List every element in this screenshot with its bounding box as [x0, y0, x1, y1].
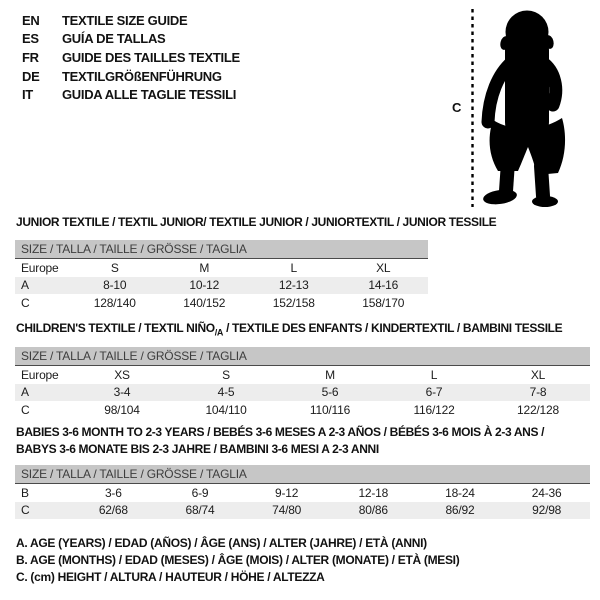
table-cell: 104/110 — [205, 402, 247, 417]
language-row-en — [22, 11, 240, 30]
table-cell: 86/92 — [445, 503, 475, 518]
table-cell: 4-5 — [217, 385, 235, 400]
table-row — [15, 294, 428, 312]
children-title-main: CHILDREN'S TEXTILE / TEXTIL NIÑO — [16, 321, 215, 335]
table-cell: 68/74 — [185, 503, 215, 518]
footnote-c: C. (cm) HEIGHT / ALTURA / HAUTEUR / HÖHE / ALTEZZA — [16, 570, 325, 585]
table-cell: 128/140 — [93, 295, 136, 310]
table-cell: XL — [339, 259, 429, 277]
language-label: GUIDA ALLE TAGLIE TESSILI — [62, 87, 237, 103]
toddler-silhouette-icon — [478, 4, 588, 209]
table-cell: 12-18 — [330, 484, 417, 502]
table-cell: L — [382, 366, 486, 384]
table-cell: M — [160, 259, 250, 277]
table-cell: S — [70, 259, 160, 277]
junior-size-table — [15, 258, 428, 312]
row-label: A — [21, 385, 29, 400]
language-row-de — [22, 67, 240, 86]
table-cell: 3-6 — [70, 484, 157, 502]
table-cell: XL — [486, 366, 590, 384]
size-header-bar: SIZE / TALLA / TAILLE / GRÖSSE / TAGLIA — [15, 240, 428, 258]
children-size-table — [15, 365, 590, 419]
table-cell: 158/170 — [362, 295, 405, 310]
language-header — [22, 11, 240, 104]
size-header-bar: SIZE / TALLA / TAILLE / GRÖSSE / TAGLIA — [15, 347, 590, 365]
language-row-fr — [22, 48, 240, 67]
table-row — [15, 277, 428, 295]
table-cell: 6-7 — [425, 385, 443, 400]
row-label: C — [21, 402, 30, 417]
table-cell: 92/98 — [532, 503, 562, 518]
height-dashed-line — [470, 9, 475, 207]
language-label: TEXTILGRÖßENFÜHRUNG — [62, 68, 222, 84]
table-cell: 12-13 — [278, 278, 309, 293]
babies-title-line1: BABIES 3-6 MONTH TO 2-3 YEARS / BEBÉS 3-6 MESES A 2-3 AÑOS / BÉBÉS 3-6 MOIS À 2-3 ANS / — [16, 425, 545, 439]
language-row-it — [22, 85, 240, 104]
footnote-a: A. AGE (YEARS) / EDAD (AÑOS) / ÂGE (ANS) / ALTER (JAHRE) / ETÀ (ANNI) — [16, 536, 427, 550]
table-cell: 80/86 — [358, 503, 388, 518]
table-cell: 24-36 — [503, 484, 590, 502]
table-cell: 152/158 — [272, 295, 315, 310]
table-cell: 98/104 — [104, 402, 140, 417]
table-row — [15, 259, 428, 277]
language-label: GUÍA DE TALLAS — [62, 31, 166, 47]
table-row — [15, 401, 590, 419]
table-cell: 110/116 — [309, 402, 351, 417]
row-label: A — [21, 278, 29, 293]
junior-table-title: JUNIOR TEXTILE / TEXTIL JUNIOR/ TEXTILE JUNIOR / JUNIORTEXTIL / JUNIOR TESSILE — [16, 215, 497, 229]
babies-size-table — [15, 483, 590, 519]
table-cell: 14-16 — [368, 278, 399, 293]
table-cell: 116/122 — [413, 402, 455, 417]
table-cell: M — [278, 366, 382, 384]
table-cell: S — [174, 366, 278, 384]
row-label: C — [21, 503, 30, 518]
children-table-title — [16, 321, 562, 337]
table-cell: 7-8 — [529, 385, 547, 400]
children-title-sub: /A — [214, 327, 224, 338]
table-cell: 18-24 — [417, 484, 504, 502]
table-cell: 3-4 — [113, 385, 131, 400]
babies-title-line2: BABYS 3-6 MONATE BIS 2-3 JAHRE / BAMBINI 3-6 MESI A 2-3 ANNI — [16, 442, 379, 456]
table-cell: XS — [70, 366, 174, 384]
language-label: TEXTILE SIZE GUIDE — [62, 12, 188, 28]
row-label: B — [15, 484, 70, 502]
footnote-b: B. AGE (MONTHS) / EDAD (MESES) / ÂGE (MOIS) / ALTER (MONATE) / ETÀ (MESI) — [16, 553, 460, 568]
table-row — [15, 384, 590, 402]
language-code: IT — [22, 87, 33, 103]
language-code: DE — [22, 68, 40, 84]
table-row — [15, 366, 590, 384]
table-cell: 62/68 — [98, 503, 128, 518]
table-cell: L — [249, 259, 339, 277]
footnotes — [16, 535, 459, 587]
table-cell: 8-10 — [103, 278, 127, 293]
table-cell: 6-9 — [157, 484, 244, 502]
table-cell: 5-6 — [321, 385, 339, 400]
language-label: GUIDE DES TAILLES TEXTILE — [62, 49, 240, 65]
children-title-rest: / TEXTILE DES ENFANTS / KINDERTEXTIL / BAMBINI TESSILE — [223, 321, 563, 335]
babies-table-title — [16, 424, 544, 458]
table-row — [15, 502, 590, 520]
language-code: ES — [22, 31, 39, 47]
row-label: Europe — [15, 259, 70, 277]
table-cell: 9-12 — [243, 484, 330, 502]
table-cell: 10-12 — [189, 278, 220, 293]
language-row-es — [22, 30, 240, 49]
table-cell: 74/80 — [272, 503, 302, 518]
table-row — [15, 484, 590, 502]
language-code: EN — [22, 12, 40, 28]
table-cell: 140/152 — [183, 295, 226, 310]
height-measure-label: C — [452, 100, 462, 115]
language-code: FR — [22, 49, 39, 65]
row-label: Europe — [15, 366, 70, 384]
size-header-bar: SIZE / TALLA / TAILLE / GRÖSSE / TAGLIA — [15, 465, 590, 483]
row-label: C — [21, 295, 30, 310]
table-cell: 122/128 — [517, 402, 559, 417]
